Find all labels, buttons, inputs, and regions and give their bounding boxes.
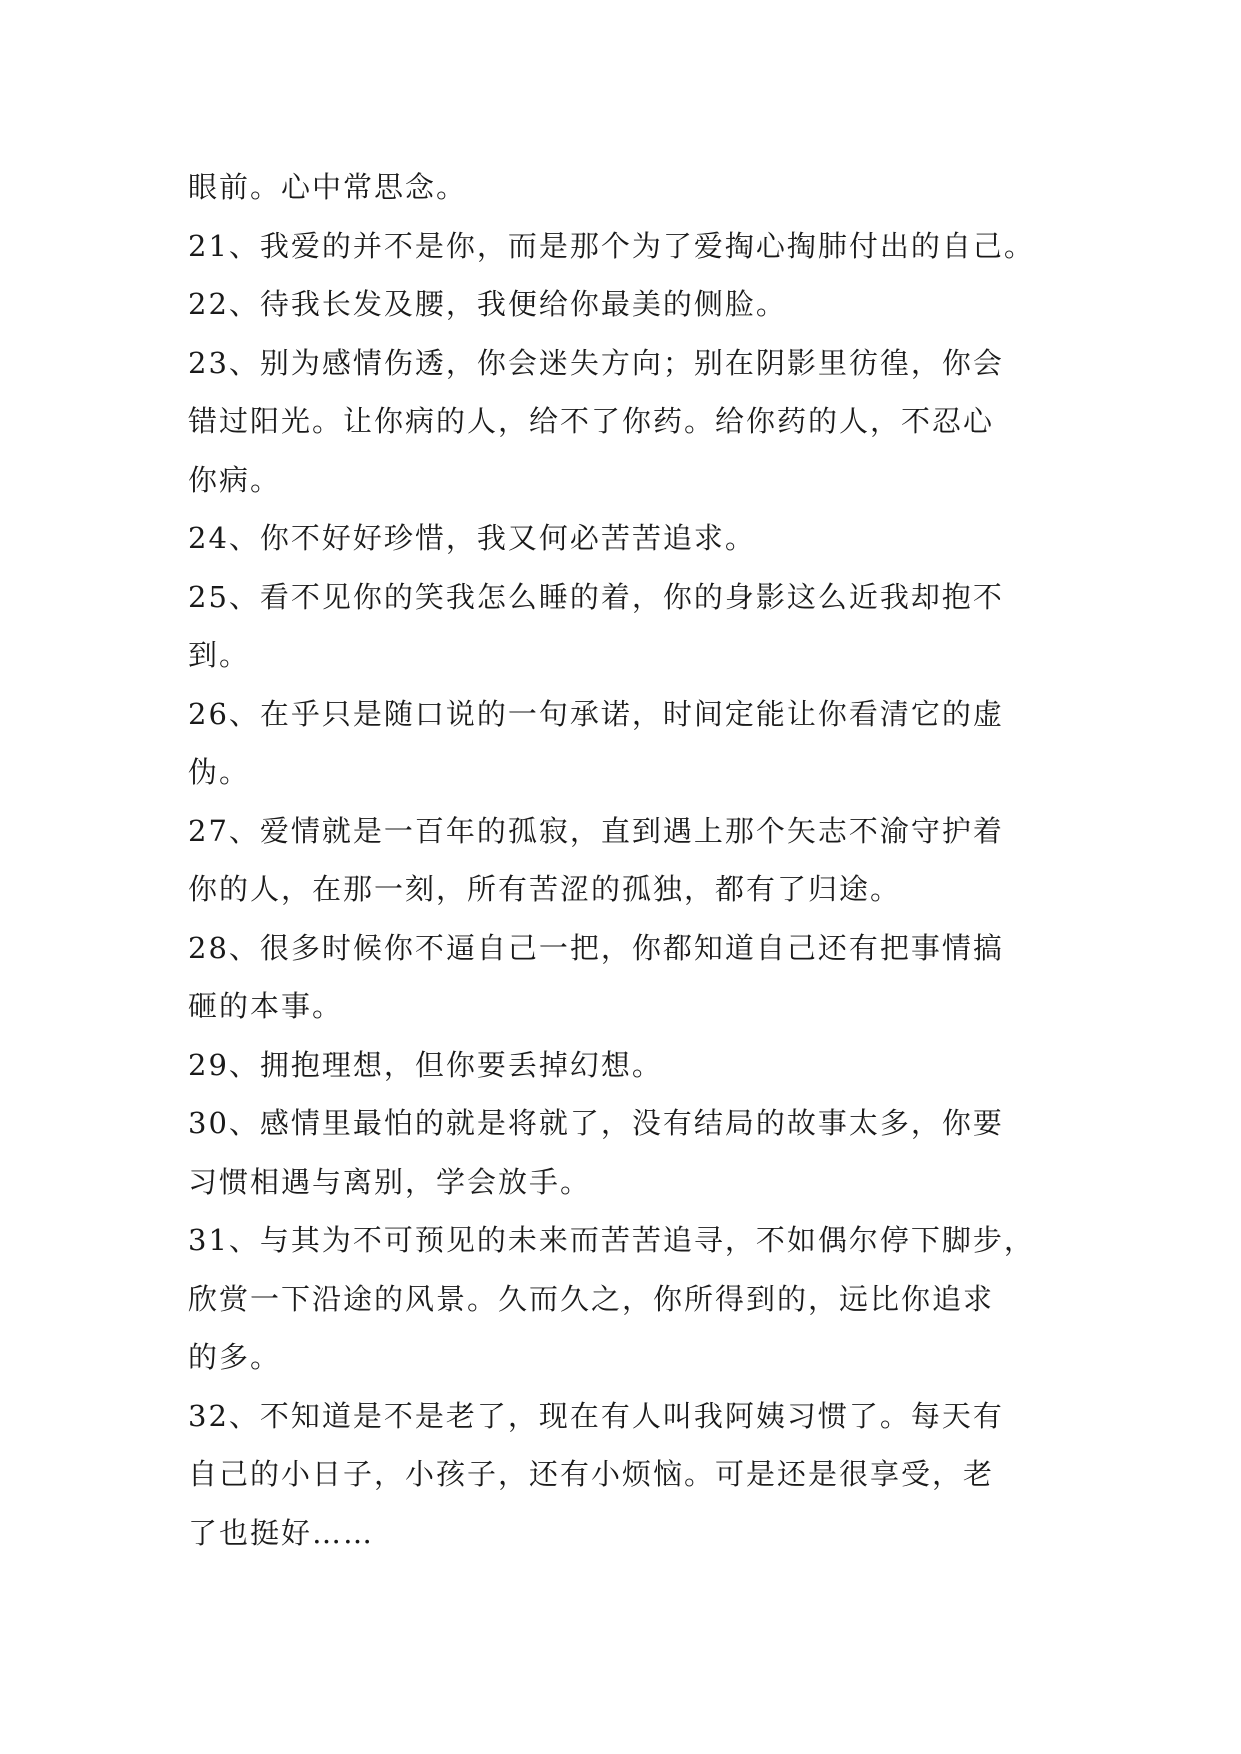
text-line: 22、待我长发及腰，我便给你最美的侧脸。 xyxy=(188,287,787,321)
text-line: 32、不知道是不是老了，现在有人叫我阿姨习惯了。每天有 xyxy=(188,1398,1004,1433)
text-line: 21、我爱的并不是你，而是那个为了爱掏心掏肺付出的自己。 xyxy=(188,228,1035,263)
text-line: 你的人，在那一刻，所有苦涩的孤独，都有了归途。 xyxy=(188,872,902,906)
text-line: 了也挺好…… xyxy=(188,1515,375,1550)
text-line: 31、与其为不可预见的未来而苦苦追寻，不如偶尔停下脚步， xyxy=(188,1223,1035,1257)
text-line: 29、拥抱理想，但你要丢掉幻想。 xyxy=(188,1047,663,1082)
text-line: 28、很多时候你不逼自己一把，你都知道自己还有把事情搞 xyxy=(188,930,1004,965)
text-line: 30、感情里最怕的就是将就了，没有结局的故事太多，你要 xyxy=(188,1106,1004,1140)
text-line: 你病。 xyxy=(188,462,282,497)
text-line: 25、看不见你的笑我怎么睡的着，你的身影这么近我却抱不 xyxy=(188,579,1004,614)
text-line: 24、你不好好珍惜，我又何必苦苦追求。 xyxy=(188,521,756,555)
text-line: 眼前。心中常思念。 xyxy=(188,170,468,204)
text-line: 习惯相遇与离别，学会放手。 xyxy=(188,1164,592,1199)
text-line: 26、在乎只是随口说的一句承诺，时间定能让你看清它的虚 xyxy=(188,696,1004,731)
text-line: 自己的小日子，小孩子，还有小烦恼。可是还是很享受，老 xyxy=(188,1457,995,1491)
text-line: 的多。 xyxy=(188,1340,282,1374)
text-line: 错过阳光。让你病的人，给不了你药。给你药的人，不忍心 xyxy=(188,404,995,438)
text-line: 砸的本事。 xyxy=(188,989,344,1023)
text-line: 23、别为感情伤透，你会迷失方向；别在阴影里彷徨，你会 xyxy=(188,345,1004,380)
document-body xyxy=(188,158,1068,1562)
text-line: 欣赏一下沿途的风景。久而久之，你所得到的，远比你追求 xyxy=(188,1281,995,1316)
text-line: 伪。 xyxy=(188,755,251,789)
text-line: 27、爱情就是一百年的孤寂，直到遇上那个矢志不渝守护着 xyxy=(188,813,1004,848)
text-line: 到。 xyxy=(188,638,251,672)
